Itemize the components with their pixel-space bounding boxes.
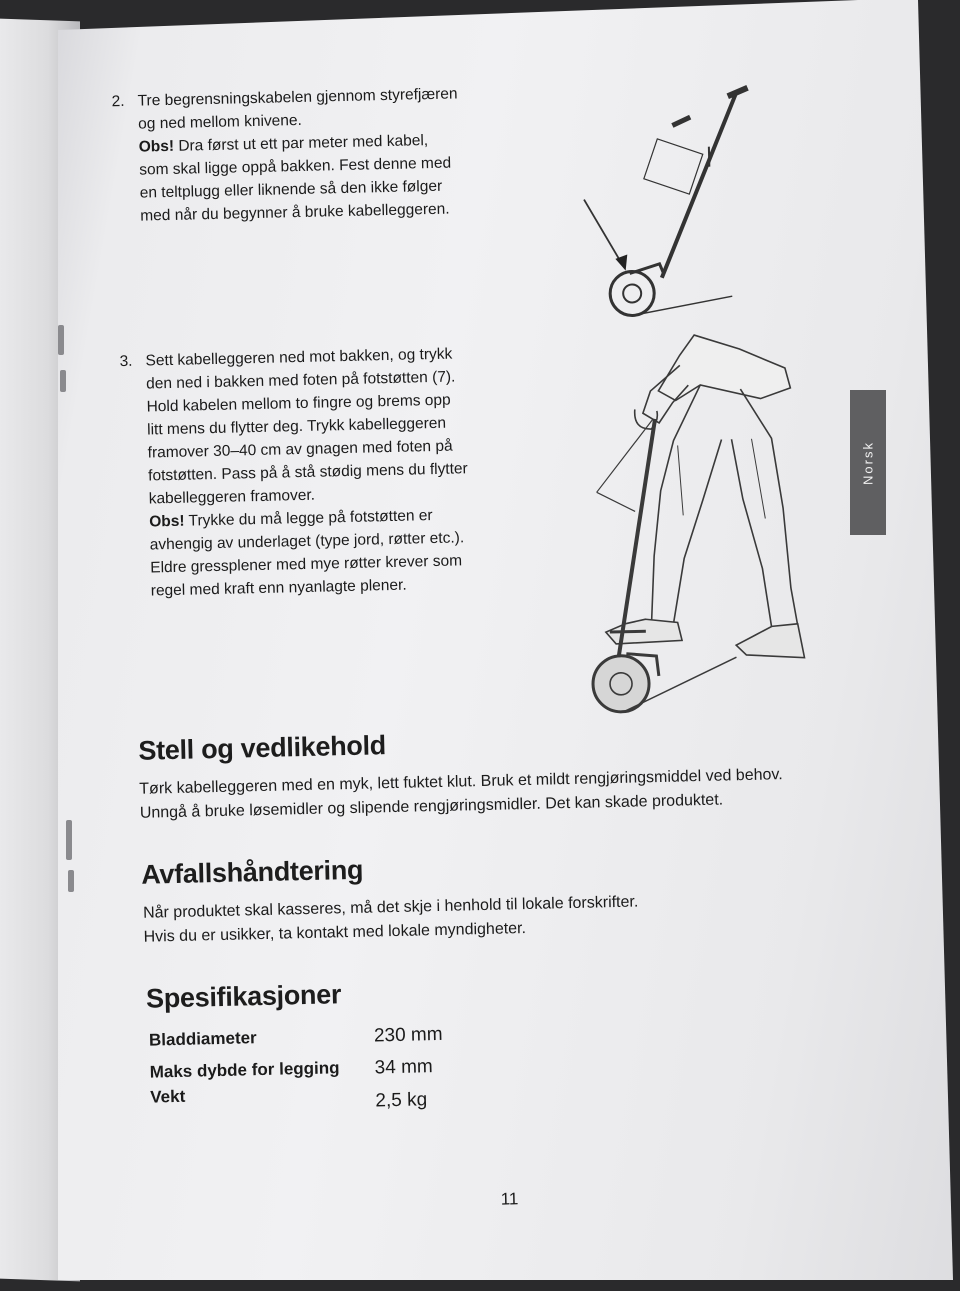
- spec-row: [149, 1023, 469, 1030]
- disposal-heading: Avfallshåndtering: [141, 855, 364, 891]
- note-label: Obs!: [139, 138, 175, 156]
- spec-label: Bladdiameter: [149, 1028, 257, 1050]
- step-line: Hold kabelen mellom to fingre og brems opp: [146, 386, 566, 419]
- step-line: framover 30–40 cm av gnagen med foten på: [147, 432, 567, 465]
- spec-value: 230 mm: [374, 1024, 443, 1048]
- step-line: avhengig av underlaget (type jord, røtter etc.).: [149, 524, 569, 557]
- spec-label: Vekt: [150, 1087, 185, 1108]
- language-tab: [850, 390, 886, 535]
- note-text: Trykke du må legge på fotstøtten er: [188, 507, 432, 530]
- language-tab-label: Norsk: [861, 441, 876, 485]
- step-line: litt mens du flytter deg. Trykk kabelleggeren: [147, 409, 567, 442]
- step-line: den ned i bakken med foten på fotstøtten (7).: [146, 363, 566, 396]
- step-line: Sett kabelleggeren ned mot bakken, og trykk: [145, 340, 565, 373]
- cable-layer-illustration: [567, 75, 773, 339]
- step-line: som skal ligge oppå bakken. Fest denne med: [139, 150, 539, 182]
- step-line: Tre begrensningskabelen gjennom styrefjæren: [137, 81, 537, 113]
- step-line: med når du begynner å bruke kabelleggeren.: [140, 196, 540, 228]
- care-text: [139, 763, 783, 826]
- disposal-line: Hvis du er usikker, ta kontakt med lokale myndigheter.: [143, 914, 639, 949]
- disposal-line: Når produktet skal kasseres, må det skje i henhold til lokale forskrifter.: [143, 890, 639, 925]
- care-line: Unngå å bruke løsemidler og slipende rengjøringsmidler. Det kan skade produktet.: [140, 787, 784, 826]
- step-3: [145, 340, 571, 602]
- note-text: Dra først ut ett par meter med kabel,: [178, 132, 428, 155]
- spec-row: [150, 1055, 470, 1062]
- care-heading: Stell og vedlikehold: [138, 730, 386, 767]
- person-using-cable-layer-illustration: [579, 327, 818, 732]
- disposal-text: [143, 890, 639, 949]
- step-line: en teltplugg eller liknende så den ikke følger: [140, 173, 540, 205]
- step-2: [137, 81, 540, 228]
- step-line: og ned mellom knivene.: [138, 104, 538, 136]
- spec-value: 34 mm: [374, 1056, 433, 1079]
- spec-value: 2,5 kg: [375, 1089, 427, 1112]
- page-number: 11: [500, 1189, 518, 1209]
- step-line: kabelleggeren framover.: [148, 478, 568, 511]
- step-number: 3.: [119, 350, 132, 373]
- care-line: Tørk kabelleggeren med en myk, lett fuktet klut. Bruk et mildt rengjøringsmiddel ved behov.: [139, 763, 783, 802]
- specs-heading: Spesifikasjoner: [146, 979, 342, 1014]
- step-line: Eldre gressplener med mye røtter krever som: [150, 547, 570, 580]
- spec-label: Maks dybde for legging: [150, 1058, 340, 1082]
- step-number: 2.: [111, 90, 124, 113]
- note-label: Obs!: [149, 513, 185, 531]
- step-line: fotstøtten. Pass på å stå stødig mens du flytter: [148, 455, 568, 488]
- step-line: regel med kraft enn nyanlagte plener.: [151, 570, 571, 603]
